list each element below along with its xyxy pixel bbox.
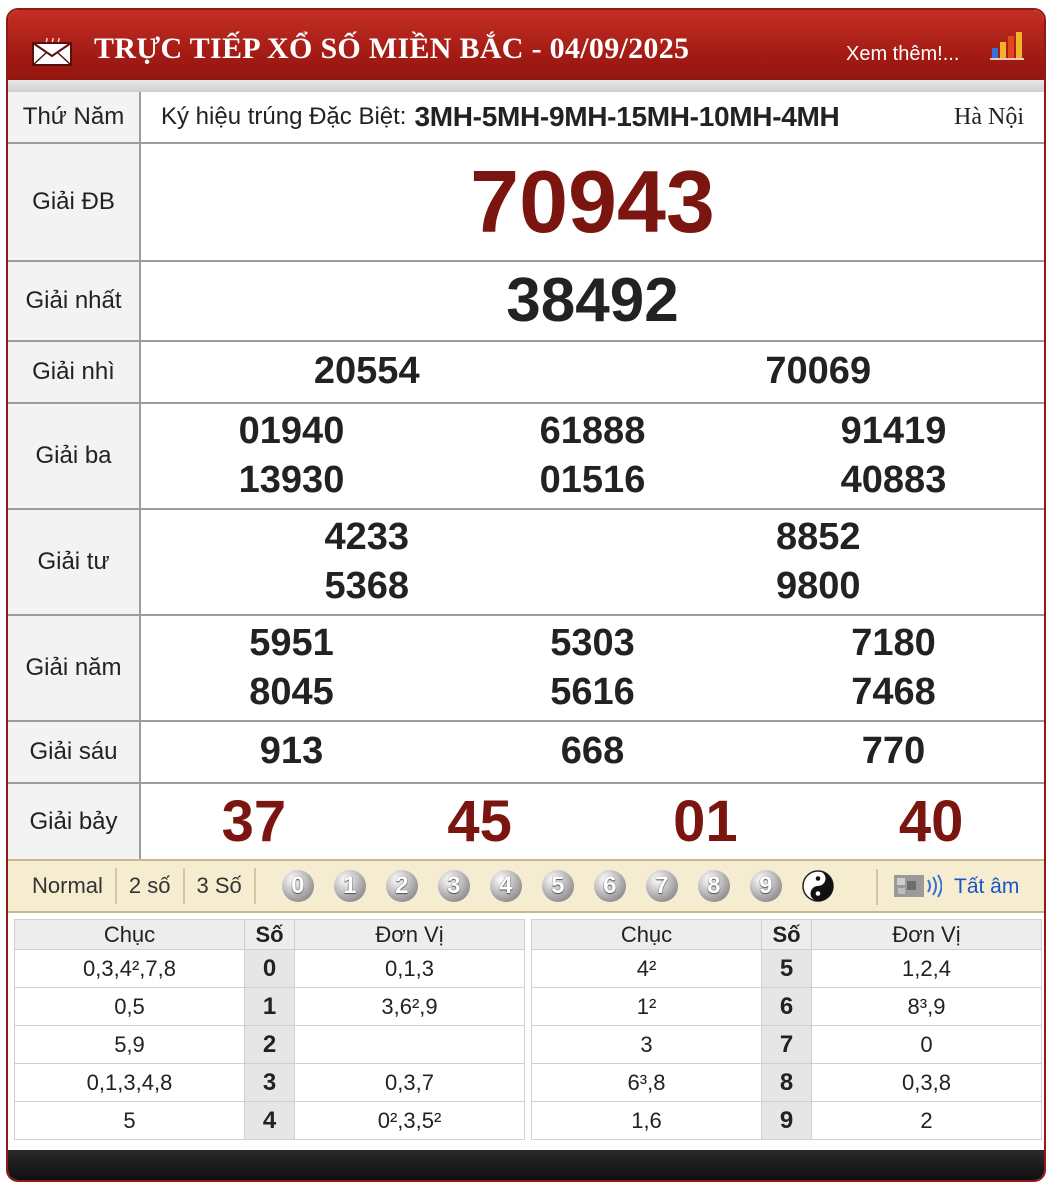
prize-number: 01940	[238, 409, 345, 452]
loto-don-vi-cell	[295, 1026, 525, 1064]
loto-table-right	[531, 919, 1042, 1140]
prize-number: 9800	[775, 565, 861, 607]
digit-ball-6[interactable]: 6	[594, 870, 626, 902]
prize-label: Giải ba	[8, 403, 140, 509]
special-code-value: 3MH-5MH-9MH-15MH-10MH-4MH	[414, 101, 840, 132]
divider	[876, 869, 878, 905]
sound-icon[interactable]	[892, 872, 942, 900]
prize-number-db: 70943	[470, 152, 715, 251]
special-code-label: Ký hiệu trúng Đặc Biệt:	[161, 103, 407, 130]
prize-number: 4233	[324, 515, 410, 558]
loto-chuc-cell: 5	[15, 1102, 245, 1140]
loto-so-cell: 4	[245, 1102, 295, 1140]
loto-so-cell: 8	[762, 1064, 812, 1102]
digit-ball-4[interactable]: 4	[490, 870, 522, 902]
prize-label: Giải sáu	[8, 721, 140, 783]
prize-number: 38492	[506, 266, 679, 335]
loto-chuc-cell: 4²	[532, 950, 762, 988]
prize-label: Giải nhì	[8, 341, 140, 403]
loto-chuc-cell: 3	[532, 1026, 762, 1064]
loto-row	[532, 950, 1042, 988]
digit-ball-1[interactable]: 1	[334, 870, 366, 902]
digit-ball-7[interactable]: 7	[646, 870, 678, 902]
filter-toolbar	[8, 859, 1044, 913]
loto-chuc-cell: 5,9	[15, 1026, 245, 1064]
digit-ball-8[interactable]: 8	[698, 870, 730, 902]
loto-don-vi-cell: 0,1,3	[295, 950, 525, 988]
col-header-chuc: Chục	[15, 920, 245, 950]
loto-don-vi-cell: 8³,9	[812, 988, 1042, 1026]
loto-so-cell: 9	[762, 1102, 812, 1140]
mode-normal-button[interactable]: Normal	[32, 873, 103, 898]
prize-number: 01516	[539, 459, 646, 501]
header-bar	[8, 10, 1044, 92]
divider	[254, 868, 256, 904]
loto-chuc-cell: 1,6	[532, 1102, 762, 1140]
region-label: Hà Nội	[954, 103, 1024, 130]
loto-so-cell: 1	[245, 988, 295, 1026]
digit-filter-group	[282, 870, 834, 902]
digit-ball-0[interactable]: 0	[282, 870, 314, 902]
prize-row-1	[8, 261, 1044, 341]
prize-number: 01	[673, 788, 738, 854]
prize-row-6	[8, 721, 1044, 783]
loto-so-cell: 7	[762, 1026, 812, 1064]
prize-number: 5368	[324, 565, 410, 607]
loto-row	[532, 1064, 1042, 1102]
loto-table-left	[14, 919, 525, 1140]
prize-row-3	[8, 403, 1044, 509]
col-header-don-vi: Đơn Vị	[812, 920, 1042, 950]
loto-row	[15, 1064, 525, 1102]
prize-number: 5951	[249, 621, 334, 664]
loto-don-vi-cell: 0,3,8	[812, 1064, 1042, 1102]
prize-number: 40883	[840, 459, 947, 501]
page-title: TRỰC TIẾP XỔ SỐ MIỀN BẮC - 04/09/2025	[94, 32, 690, 65]
loto-don-vi-cell: 2	[812, 1102, 1042, 1140]
prize-label: Giải tư	[8, 509, 140, 615]
prize-number: 20554	[313, 350, 420, 393]
prize-number: 61888	[539, 409, 646, 452]
loto-so-cell: 0	[245, 950, 295, 988]
mail-icon	[32, 38, 72, 66]
bar-chart-icon[interactable]	[990, 30, 1024, 60]
loto-row	[15, 988, 525, 1026]
loto-chuc-cell: 0,3,4²,7,8	[15, 950, 245, 988]
digit-ball-9[interactable]: 9	[750, 870, 782, 902]
prize-label: Giải năm	[8, 615, 140, 721]
prize-label: Giải ĐB	[8, 143, 140, 261]
prize-number: 91419	[840, 409, 947, 452]
footer-bar	[8, 1150, 1044, 1180]
loto-don-vi-cell: 3,6²,9	[295, 988, 525, 1026]
loto-row	[532, 988, 1042, 1026]
prize-number: 770	[861, 730, 926, 773]
prize-number: 913	[259, 730, 324, 773]
loto-header-row	[532, 920, 1042, 950]
loto-so-cell: 3	[245, 1064, 295, 1102]
prize-number: 13930	[238, 459, 345, 501]
prize-number: 70069	[765, 350, 872, 393]
loto-chuc-cell: 0,5	[15, 988, 245, 1026]
prize-row-2	[8, 341, 1044, 403]
prize-label: Giải nhất	[8, 261, 140, 341]
loto-header-row	[15, 920, 525, 950]
loto-so-cell: 2	[245, 1026, 295, 1064]
prize-number: 40	[898, 788, 964, 854]
prize-number: 668	[560, 730, 625, 773]
loto-row	[15, 1026, 525, 1064]
loto-don-vi-cell: 0	[812, 1026, 1042, 1064]
col-header-so: Số	[245, 920, 295, 950]
digit-ball-5[interactable]: 5	[542, 870, 574, 902]
prize-number: 45	[447, 788, 512, 854]
mode-3-digits-button[interactable]: 3 Số	[196, 873, 242, 898]
prize-number: 8045	[249, 671, 334, 713]
prize-number: 8852	[775, 515, 861, 558]
prize-row-4	[8, 509, 1044, 615]
col-header-so: Số	[762, 920, 812, 950]
col-header-don-vi: Đơn Vị	[295, 920, 525, 950]
prize-row-7	[8, 783, 1044, 859]
prize-number: 7180	[851, 621, 936, 664]
loto-chuc-cell: 1²	[532, 988, 762, 1026]
loto-row	[532, 1026, 1042, 1064]
mute-link[interactable]: Tất âm	[954, 875, 1020, 898]
weekday-label: Thứ Năm	[8, 92, 140, 143]
loto-don-vi-cell: 1,2,4	[812, 950, 1042, 988]
loto-so-cell: 5	[762, 950, 812, 988]
loto-don-vi-cell: 0,3,7	[295, 1064, 525, 1102]
loto-row	[15, 950, 525, 988]
loto-row	[532, 1102, 1042, 1140]
digit-ball-2[interactable]: 2	[386, 870, 418, 902]
lottery-result-box	[6, 8, 1046, 1182]
col-header-chuc: Chục	[532, 920, 762, 950]
yin-yang-icon[interactable]	[802, 870, 834, 902]
loto-so-cell: 6	[762, 988, 812, 1026]
mode-2-digits-button[interactable]: 2 số	[128, 873, 171, 898]
loto-chuc-cell: 0,1,3,4,8	[15, 1064, 245, 1102]
loto-chuc-cell: 6³,8	[532, 1064, 762, 1102]
prize-number: 5303	[550, 621, 635, 664]
prize-number: 7468	[851, 671, 936, 713]
loto-don-vi-cell: 0²,3,5²	[295, 1102, 525, 1140]
results-table	[8, 92, 1044, 859]
prize-row-5	[8, 615, 1044, 721]
prize-row-db	[8, 143, 1044, 261]
info-row	[8, 92, 1044, 143]
prize-number: 5616	[550, 671, 635, 713]
see-more-link[interactable]: Xem thêm!...	[846, 43, 960, 65]
loto-row	[15, 1102, 525, 1140]
prize-label: Giải bảy	[8, 783, 140, 859]
prize-number: 37	[221, 788, 287, 854]
loto-tables	[8, 913, 1044, 1140]
digit-ball-3[interactable]: 3	[438, 870, 470, 902]
